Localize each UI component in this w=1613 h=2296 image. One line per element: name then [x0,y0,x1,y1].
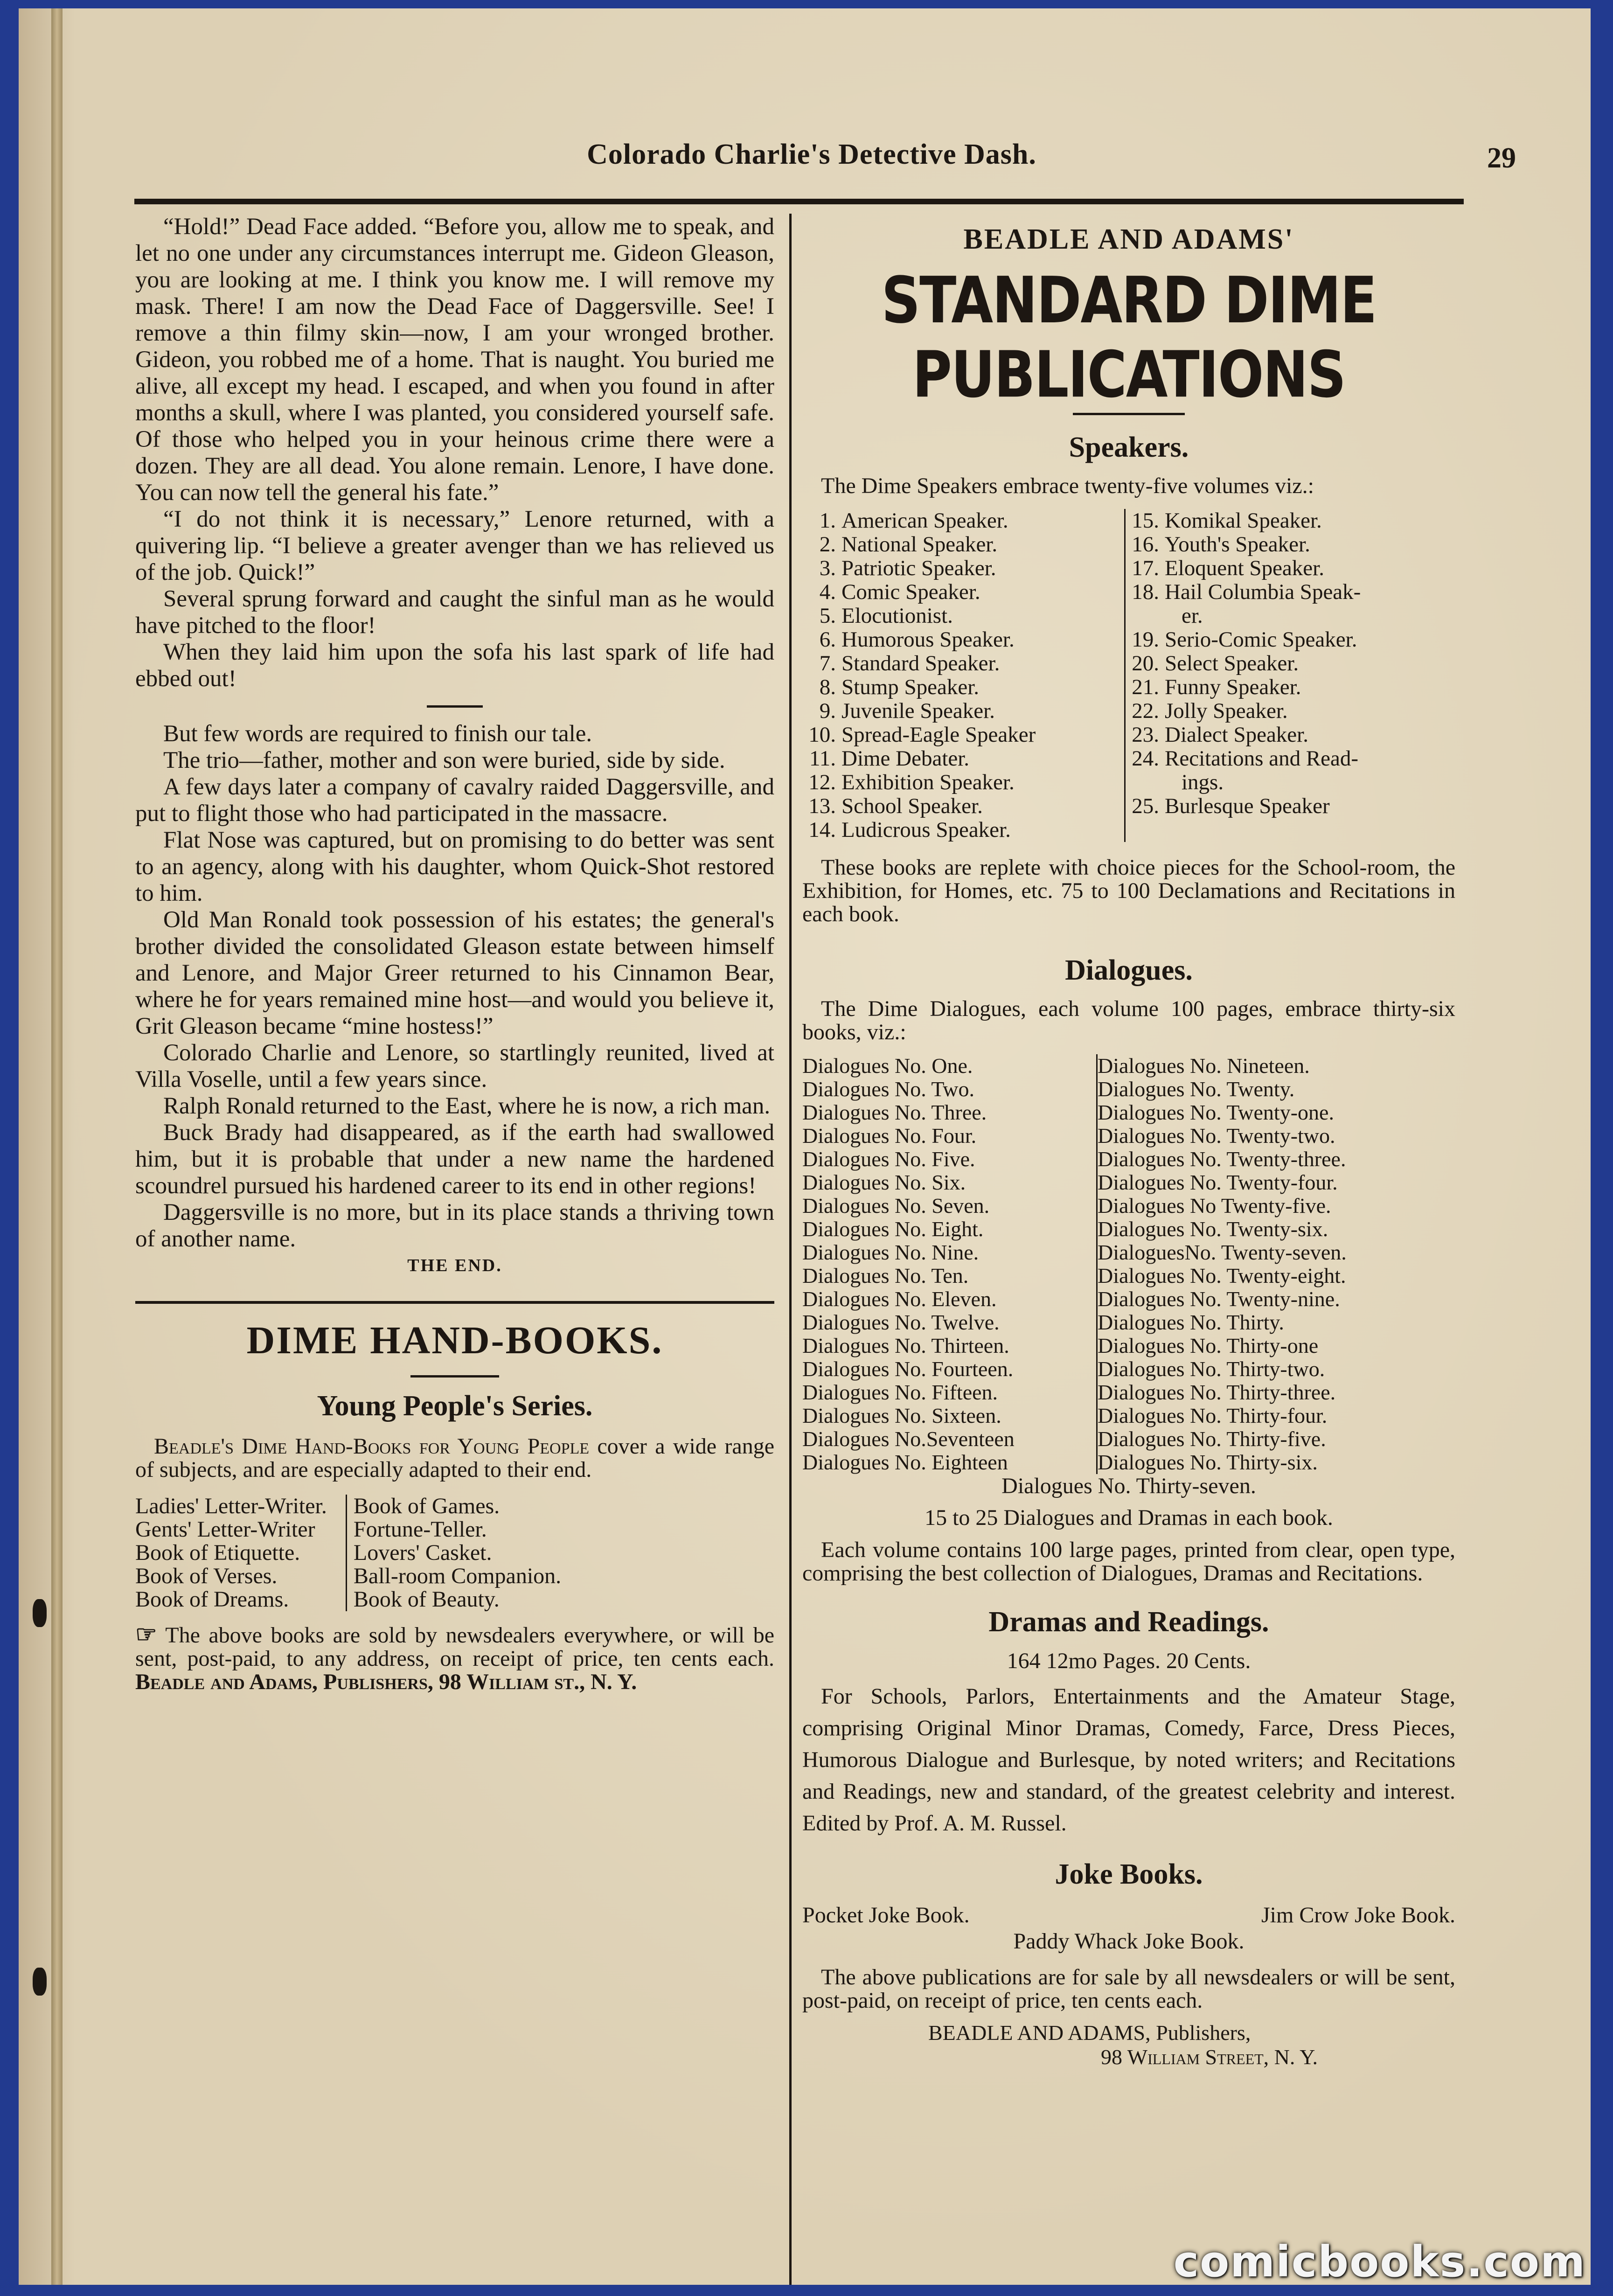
speaker-number: 9. [819,699,836,723]
speaker-title: Serio-Comic Speaker. [1165,627,1357,652]
speakers-note: These books are replete with choice pieces for the School-room, the Exhibition, for Homes, etc. 75 to 100 Declamations and Recitations in each book. [802,855,1455,926]
dramas-subtitle: 164 12mo Pages. 20 Cents. [1007,1649,1251,1673]
speaker-number: 7. [819,651,836,675]
story-paragraph: “Hold!” Dead Face added. “Before you, allow me to speak, and let no one under any circumstances interrupt me. Gideon Gleason, you are looking at me. I think you know me. I will remove my mask. There! I am now the Dead Face of Daggersville. See! I remove a thin filmy skin—now, I am your wronged brother. Gideon, you robbed me of a home. That is naught. You buried me alive, all except my head. I escaped, and when you found in after months a skull, where I was planted, you considered yourself safe. Of those who helped you in your heinous crime there were a dozen. They are all dead. You alone remain. Lenore, I have done. You can now tell the general his fate.” [135,214,774,506]
speaker-title: Exhibition Speaker. [841,770,1015,794]
speakers-list-left [802,509,1124,842]
speaker-title: Jolly Speaker. [1165,699,1288,723]
speaker-number: 6. [819,627,836,652]
dialogues-intro: The Dime Dialogues, each volume 100 pages, embrace thirty-six books, viz.: [802,996,1455,1044]
story-paragraph: Buck Brady had disappeared, as if the earth had swallowed him, but it is probable that under a new name the hardened scoundrel pursued his hardened career to its end in other regions! [135,1120,774,1199]
speaker-number: 8. [819,675,836,699]
speaker-number: 19. [1132,627,1159,652]
the-end-label: THE END. [407,1256,502,1275]
speaker-item [802,652,1124,675]
dialogue-item: Dialogues No. Five. [802,1147,975,1171]
dialogues-list [802,1054,1455,1474]
dialogues-count-line: 15 to 25 Dialogues and Dramas in each book. [925,1505,1333,1530]
speaker-title: Youth's Speaker. [1165,532,1310,557]
speaker-number: 12. [808,770,836,794]
speaker-title: Spread-Eagle Speaker [841,723,1036,747]
dialogues-list-right [1096,1054,1347,1474]
speaker-item [1126,699,1443,723]
dialogue-item: Dialogues No. Nineteen. [1098,1054,1310,1078]
list-item: Ball-room Companion. [353,1564,562,1588]
handbooks-note [135,1623,774,1694]
speakers-intro: The Dime Speakers embrace twenty-five volumes viz.: [821,473,1314,498]
title-rule [1073,413,1185,415]
speaker-item [802,794,1124,818]
dialogue-item: Dialogues No. Twenty-nine. [1098,1287,1340,1311]
speakers-list-right [1124,509,1443,842]
column-divider [789,214,792,2285]
dialogue-item: Dialogues No. Ten. [802,1264,969,1287]
speaker-item [1126,723,1443,747]
speaker-title-continuation: ings. [1182,770,1224,794]
speaker-number: 17. [1132,556,1159,580]
book-spine-fold [51,8,63,2285]
running-title: Colorado Charlie's Detective Dash. [587,139,1036,170]
dramas-title: Dramas and Readings. [988,1606,1269,1638]
dialogues-title: Dialogues. [1065,954,1193,986]
pointing-hand-icon: ☞ [135,1621,157,1648]
speaker-number: 4. [819,580,836,604]
speaker-number: 18. [1132,580,1159,604]
speaker-title: Eloquent Speaker. [1165,556,1324,580]
story-paragraph: Colorado Charlie and Lenore, so startlingly reunited, lived at Villa Voselle, until a few years since. [135,1040,774,1092]
dialogue-item: Dialogues No. Three. [802,1100,987,1124]
handbooks-publisher: Beadle and Adams, Publishers, 98 William st., N. Y. [135,1670,637,1694]
speaker-item [802,628,1124,652]
handbooks-title-rule [410,1375,499,1378]
speaker-number: 20. [1132,651,1159,675]
story-paragraph: When they laid him upon the sofa his last spark of life had ebbed out! [135,639,774,692]
list-item: Lovers' Casket. [353,1540,492,1565]
handbooks-intro-lead: Beadle's Dime Hand-Books for Young People [154,1434,590,1459]
handbooks-list-right [346,1495,561,1611]
dialogue-item: Dialogues No. Thirteen. [802,1334,1009,1357]
speaker-number: 16. [1132,532,1159,557]
dialogue-item: Dialogues No Twenty-five. [1098,1194,1331,1218]
binding-stitch-mark [33,1599,47,1627]
speaker-number: 22. [1132,699,1159,723]
speaker-item [802,580,1124,604]
story-paragraph: Old Man Ronald took possession of his estates; the general's brother divided the consolidated Gleason estate between himself and Lenore, and Major Greer returned to his Cinnamon Bear, where he for years remained mine host—and would you believe it, Grit Gleason became “mine hostess!” [135,907,774,1039]
dialogue-item: Dialogues No. Twenty-one. [1098,1100,1334,1124]
dialogue-item: Dialogues No. Sixteen. [802,1404,1001,1427]
dialogue-item: Dialogues No. Two. [802,1077,975,1101]
story-paragraph: But few words are required to finish our tale. [163,721,592,747]
speaker-item [1126,747,1443,771]
speaker-item [1126,509,1443,533]
dialogue-item: Dialogues No. One. [802,1054,973,1078]
right-column [802,214,1455,2275]
story-paragraph: Daggersville is no more, but in its place stands a thriving town of another name. [135,1199,774,1252]
list-item: Book of Beauty. [353,1587,500,1612]
dramas-note: For Schools, Parlors, Entertainments and the Amateur Stage, comprising Original Minor Dramas, Comedy, Farce, Dress Pieces, Humorous Dialogue and Burlesque, by noted writers; and Recitations and Readings, new and standard, of the greatest celebrity and interest. Edited by Prof. A. M. Russel. [802,1684,1455,1836]
speaker-item [802,818,1124,842]
story-paragraph: Ralph Ronald returned to the East, where he is now, a rich man. [163,1093,771,1119]
speaker-item [1126,557,1443,580]
speaker-title: Burlesque Speaker [1165,794,1330,818]
publisher-address [802,2021,1455,2069]
story-paragraph: A few days later a company of cavalry raided Daggersville, and put to flight those who had participated in the massacre. [135,774,774,827]
page-number: 29 [1487,142,1516,174]
speaker-title: Dialect Speaker. [1165,723,1308,747]
dialogue-item: Dialogues No. Twenty-eight. [1098,1264,1346,1287]
speaker-number: 1. [819,508,836,533]
speaker-item [802,533,1124,557]
footer-note: The above publications are for sale by all newsdealers or will be sent, post-paid, on receipt of price, ten cents each. [802,1965,1455,2013]
left-column [135,214,774,2275]
speaker-number: 21. [1132,675,1159,699]
dialogue-item: Dialogues No.Seventeen [802,1427,1015,1451]
joke-book-item: Jim Crow Joke Book. [1261,1903,1455,1927]
story-paragraph: Flat Nose was captured, but on promising to do better was sent to an agency, along with his daughter, whom Quick-Shot restored to him. [135,827,774,906]
handbooks-ad [135,1318,774,1694]
speaker-title: Funny Speaker. [1165,675,1301,699]
speaker-item [1126,675,1443,699]
list-item: Book of Dreams. [135,1587,289,1612]
joke-book-item: Paddy Whack Joke Book. [1013,1929,1245,1954]
speaker-number: 13. [808,794,836,818]
dialogue-item: Dialogues No. Nine. [802,1240,979,1264]
dialogue-item: Dialogues No. Seven. [802,1194,990,1218]
dialogue-item: Dialogues No. Twenty-two. [1098,1124,1335,1148]
dialogue-item: Dialogues No. Thirty-two. [1098,1357,1325,1381]
dialogues-list-left [802,1054,1096,1474]
dialogue-item: Dialogues No. Fourteen. [802,1357,1014,1381]
header-rule [134,199,1464,204]
dialogue-item: Dialogues No. Thirty. [1098,1310,1284,1334]
speaker-item [802,509,1124,533]
speaker-title: Patriotic Speaker. [841,556,996,580]
dialogues-note: Each volume contains 100 large pages, printed from clear, open type, comprising the best collection of Dialogues, Dramas and Recitations. [802,1538,1455,1586]
speaker-title: School Speaker. [841,794,983,818]
speakers-list [802,509,1455,842]
speaker-title: Hail Columbia Speak- [1165,580,1361,604]
speaker-title: Elocutionist. [841,604,953,628]
speaker-title: Standard Speaker. [841,651,1000,675]
standard-publications-title: STANDARD DIME PUBLICATIONS [881,263,1377,412]
speaker-title: Recitations and Read- [1165,746,1359,771]
section-break-rule [427,705,483,708]
list-item: Gents' Letter-Writer [135,1517,315,1542]
speaker-title: Dime Debater. [841,746,970,771]
speaker-item [802,723,1124,747]
speaker-number: 3. [819,556,836,580]
page-header [135,138,1516,189]
speaker-title: Humorous Speaker. [841,627,1015,652]
dialogue-item: Dialogues No. Eighteen [802,1450,1008,1474]
dialogue-item: Dialogues No. Twelve. [802,1310,1000,1334]
speaker-number: 25. [1132,794,1159,818]
speaker-item [1126,533,1443,557]
speaker-title: Komikal Speaker. [1165,508,1322,533]
speaker-title: Juvenile Speaker. [841,699,995,723]
dialogue-item: Dialogues No. Twenty-four. [1098,1170,1338,1194]
dialogues-last-item: Dialogues No. Thirty-seven. [1001,1474,1256,1498]
dialogue-item: Dialogues No. Twenty-three. [1098,1147,1346,1171]
handbooks-intro-rest: cover a wide range of subjects, and are especially adapted to their end. [135,1434,774,1482]
speaker-item [802,557,1124,580]
speaker-title-continuation: er. [1182,604,1203,628]
story-paragraph: “I do not think it is necessary,” Lenore returned, with a quivering lip. “I believe a greater avenger than we has relieved us of the job. Quick!” [135,506,774,585]
speaker-item [802,699,1124,723]
dialogue-item: Dialogues No. Thirty-five. [1098,1427,1326,1451]
dialogue-item: DialoguesNo. Twenty-seven. [1098,1240,1347,1264]
binding-stitch-mark [33,1968,47,1996]
publisher-name: BEADLE AND ADAMS, Publishers, [928,2021,1251,2045]
speaker-item [802,675,1124,699]
handbooks-title: DIME HAND-BOOKS. [246,1319,663,1362]
speaker-item [1126,794,1443,818]
watermark: comicbooks.com [1173,2237,1586,2287]
dialogue-item: Dialogues No. Six. [802,1170,966,1194]
speaker-number: 23. [1132,723,1159,747]
dialogue-item: Dialogues No. Eleven. [802,1287,997,1311]
list-item: Ladies' Letter-Writer. [135,1494,327,1518]
speaker-title: Comic Speaker. [841,580,980,604]
list-item: Fortune-Teller. [353,1517,487,1542]
handbooks-intro [135,1435,774,1482]
story-paragraph: The trio—father, mother and son were buried, side by side. [163,747,725,773]
dialogue-item: Dialogues No. Twenty-six. [1098,1217,1328,1241]
publisher-street: 98 William Street, N. Y. [1101,2045,1318,2069]
speaker-number: 15. [1132,508,1159,533]
speaker-item [802,771,1124,794]
dialogue-item: Dialogues No. Thirty-three. [1098,1380,1336,1404]
dialogue-item: Dialogues No. Thirty-four. [1098,1404,1328,1427]
speaker-title: Select Speaker. [1165,651,1299,675]
list-item: Book of Verses. [135,1564,278,1588]
section-rule [135,1301,774,1304]
dialogue-item: Dialogues No. Thirty-one [1098,1334,1319,1357]
speaker-title: Ludicrous Speaker. [841,818,1011,842]
speaker-title: National Speaker. [841,532,998,557]
handbooks-note-text: The above books are sold by newsdealers everywhere, or will be sent, post-paid, to any address, on receipt of price, ten cents each. [135,1623,774,1671]
speaker-item [1126,652,1443,675]
speaker-title: American Speaker. [841,508,1008,533]
book-page [19,8,1591,2285]
story-paragraph: Several sprung forward and caught the sinful man as he would have pitched to the floor! [135,586,774,639]
handbooks-list-left [135,1495,346,1611]
speaker-item [802,747,1124,771]
dialogue-item: Dialogues No. Fifteen. [802,1380,998,1404]
joke-books-row [802,1901,1455,1929]
joke-books-title: Joke Books. [1055,1858,1203,1890]
speaker-number: 10. [808,723,836,747]
speaker-number: 24. [1132,746,1159,771]
joke-book-item: Pocket Joke Book. [802,1903,970,1927]
speaker-item [802,604,1124,628]
publisher-heading: BEADLE AND ADAMS' [963,223,1294,255]
dialogue-item: Dialogues No. Thirty-six. [1098,1450,1318,1474]
speakers-title: Speakers. [1069,431,1189,463]
speaker-number: 11. [809,746,836,771]
dialogue-item: Dialogues No. Twenty. [1098,1077,1295,1101]
dialogue-item: Dialogues No. Eight. [802,1217,984,1241]
handbooks-series: Young People's Series. [317,1390,593,1422]
speaker-item [1126,628,1443,652]
speaker-number: 14. [808,818,836,842]
speaker-title: Stump Speaker. [841,675,980,699]
list-item: Book of Games. [353,1494,500,1518]
speaker-number: 5. [819,604,836,628]
story-text [135,214,774,1276]
dialogue-item: Dialogues No. Four. [802,1124,977,1148]
handbooks-list [135,1495,774,1611]
speaker-number: 2. [819,532,836,557]
speaker-item [1126,580,1443,604]
list-item: Book of Etiquette. [135,1540,300,1565]
